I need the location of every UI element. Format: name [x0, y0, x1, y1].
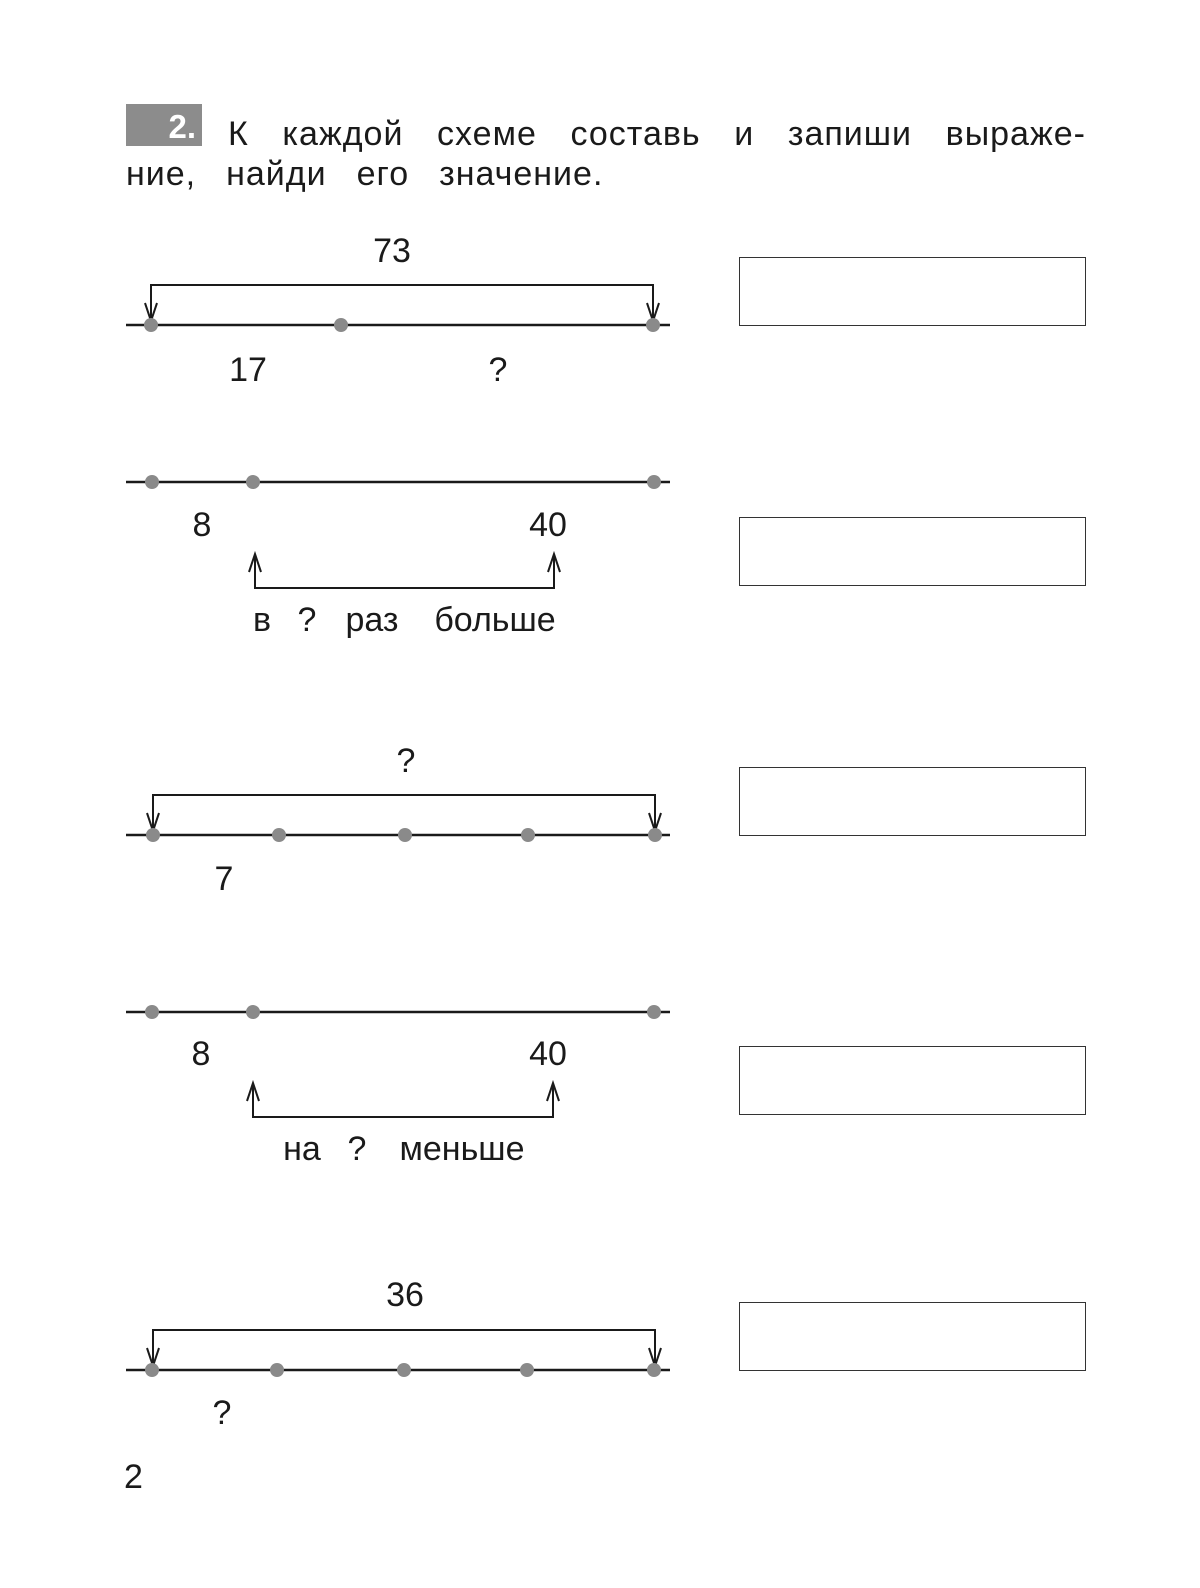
relation-word: меньше [399, 1130, 525, 1168]
scheme-3 [126, 742, 670, 898]
relation-word: ? [297, 601, 317, 639]
segment-dot [146, 828, 160, 842]
part-label: 7 [214, 860, 234, 898]
task-word: каждой [282, 115, 404, 153]
arrow-up-icon [249, 554, 261, 587]
task-word: ние, [126, 155, 197, 193]
segment-dot [646, 318, 660, 332]
total-label: 36 [386, 1276, 424, 1314]
segment-dot [647, 1363, 661, 1377]
task-word: выраже- [945, 115, 1086, 153]
relation-word: ? [347, 1130, 367, 1168]
comparison-bracket [255, 560, 554, 588]
task-word: схеме [437, 115, 537, 153]
segment-dot [145, 1005, 159, 1019]
arrow-up-icon [247, 1083, 259, 1116]
task-word: составь [570, 115, 701, 153]
segment-dot [145, 1363, 159, 1377]
task-word: К [228, 115, 249, 153]
relation-word: больше [434, 601, 556, 639]
segment-dot [145, 475, 159, 489]
segment-dot [334, 318, 348, 332]
arrow-down-icon [147, 795, 159, 831]
segment-dot [521, 828, 535, 842]
part-label: ? [212, 1394, 232, 1432]
part-label: 40 [529, 1035, 567, 1073]
part-label: 8 [192, 506, 212, 544]
part-label: 8 [191, 1035, 211, 1073]
segment-dot [246, 1005, 260, 1019]
total-bracket [153, 795, 655, 828]
segment-dot [246, 475, 260, 489]
answer-box-2[interactable] [739, 517, 1086, 586]
relation-word: в [252, 601, 272, 639]
scheme-2 [126, 475, 670, 639]
task-number-badge: 2. [126, 104, 202, 146]
segment-dot [648, 828, 662, 842]
segment-dot [398, 828, 412, 842]
task-word: найди [226, 155, 327, 193]
total-label: ? [396, 742, 416, 780]
arrow-up-icon [548, 554, 560, 587]
arrow-down-icon [649, 1330, 661, 1366]
relation-word: на [283, 1130, 321, 1168]
scheme-5 [126, 1276, 670, 1432]
scheme-4 [126, 1005, 670, 1168]
segment-dot [144, 318, 158, 332]
part-label: 17 [229, 351, 267, 389]
answer-box-5[interactable] [739, 1302, 1086, 1371]
arrow-down-icon [145, 285, 157, 321]
part-label: ? [488, 351, 508, 389]
segment-dot [397, 1363, 411, 1377]
segment-dot [520, 1363, 534, 1377]
total-bracket [153, 1330, 655, 1363]
arrow-down-icon [147, 1330, 159, 1366]
segment-dot [647, 1005, 661, 1019]
task-word: и [734, 115, 755, 153]
answer-box-1[interactable] [739, 257, 1086, 326]
arrow-down-icon [649, 795, 661, 831]
task-text-line-2 [126, 154, 1086, 194]
task-word: запиши [787, 115, 913, 153]
comparison-bracket [253, 1089, 553, 1117]
part-label: 40 [529, 506, 567, 544]
answer-box-4[interactable] [739, 1046, 1086, 1115]
page-number: 2 [124, 1458, 143, 1496]
segment-dot [270, 1363, 284, 1377]
task-word: его [356, 155, 410, 193]
total-label: 73 [373, 232, 411, 270]
answer-box-3[interactable] [739, 767, 1086, 836]
segment-dot [647, 475, 661, 489]
arrow-down-icon [647, 285, 659, 321]
scheme-1 [126, 232, 670, 389]
total-bracket [151, 285, 653, 318]
task-word: значение. [439, 155, 604, 193]
arrow-up-icon [547, 1083, 559, 1116]
relation-word: раз [345, 601, 399, 639]
segment-dot [272, 828, 286, 842]
